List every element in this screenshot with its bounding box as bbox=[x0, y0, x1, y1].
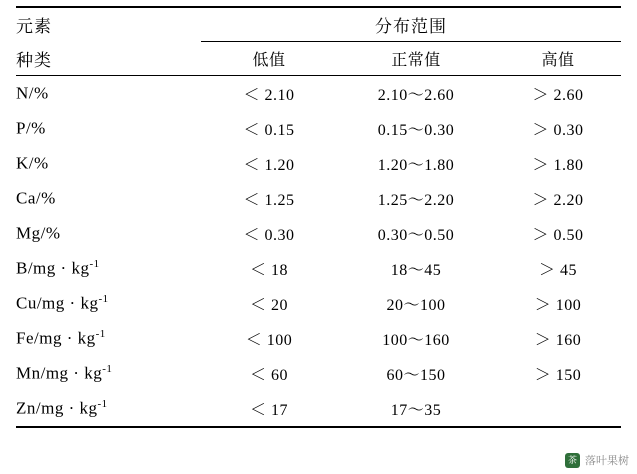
cell-normal: 1.20～1.80 bbox=[377, 157, 455, 174]
nutrient-range-table bbox=[16, 6, 621, 428]
table-row bbox=[16, 181, 621, 216]
cell-element bbox=[16, 391, 201, 427]
table-row bbox=[16, 286, 621, 321]
cell-low: ＜ 0.15 bbox=[243, 122, 295, 139]
element-unit-exponent: -1 bbox=[89, 258, 100, 271]
cell-element bbox=[16, 76, 201, 112]
cell-low: ＜ 1.20 bbox=[243, 157, 295, 174]
element-label: Fe/mg · kg bbox=[16, 328, 96, 348]
element-unit-exponent: -1 bbox=[98, 293, 109, 306]
cell-high: ＞ 2.60 bbox=[532, 87, 584, 104]
element-unit-exponent: -1 bbox=[97, 398, 108, 411]
element-label: B/mg · kg bbox=[16, 258, 90, 278]
table-row bbox=[16, 76, 621, 112]
cell-element bbox=[16, 286, 201, 321]
table-row bbox=[16, 216, 621, 251]
table-row bbox=[16, 146, 621, 181]
cell-high: ＞ 1.80 bbox=[532, 157, 584, 174]
table-header-row-1 bbox=[16, 7, 621, 42]
cell-high: ＞ 0.30 bbox=[532, 122, 584, 139]
header-element-line2: 种类 bbox=[16, 42, 201, 76]
element-label: Zn/mg · kg bbox=[16, 398, 98, 418]
cell-element bbox=[16, 356, 201, 391]
cell-high bbox=[495, 391, 621, 427]
table-row bbox=[16, 111, 621, 146]
cell-high: ＞ 150 bbox=[534, 367, 582, 384]
header-high: 高值 bbox=[495, 42, 621, 76]
table-row bbox=[16, 321, 621, 356]
element-unit-exponent: -1 bbox=[95, 328, 106, 341]
cell-normal: 2.10～2.60 bbox=[377, 87, 455, 104]
cell-element bbox=[16, 111, 201, 146]
cell-low: ＜ 60 bbox=[249, 367, 288, 384]
cell-element bbox=[16, 216, 201, 251]
cell-normal: 17～35 bbox=[337, 391, 495, 427]
cell-low: ＜ 17 bbox=[201, 391, 337, 427]
document-page bbox=[0, 6, 637, 474]
cell-normal: 20～100 bbox=[386, 297, 446, 314]
cell-element bbox=[16, 181, 201, 216]
cell-high: ＞ 45 bbox=[538, 262, 577, 279]
cell-high: ＞ 0.50 bbox=[532, 227, 584, 244]
element-label: N/% bbox=[16, 83, 49, 103]
table-row bbox=[16, 356, 621, 391]
watermark-logo-icon: 茶 bbox=[565, 453, 580, 468]
cell-element bbox=[16, 146, 201, 181]
table-header-row-2 bbox=[16, 42, 621, 76]
cell-normal: 18～45 bbox=[390, 262, 442, 279]
cell-normal: 100～160 bbox=[382, 332, 450, 349]
cell-normal: 0.30～0.50 bbox=[377, 227, 455, 244]
element-label: Cu/mg · kg bbox=[16, 293, 99, 313]
cell-normal: 1.25～2.20 bbox=[377, 192, 455, 209]
cell-low: ＜ 18 bbox=[249, 262, 288, 279]
element-label: Mg/% bbox=[16, 223, 61, 243]
cell-element bbox=[16, 321, 201, 356]
cell-low: ＜ 0.30 bbox=[243, 227, 295, 244]
header-low: 低值 bbox=[201, 42, 337, 76]
table-row bbox=[16, 251, 621, 286]
watermark bbox=[565, 452, 629, 468]
table-row bbox=[16, 391, 621, 427]
cell-element bbox=[16, 251, 201, 286]
cell-low: ＜ 1.25 bbox=[243, 192, 295, 209]
element-label: P/% bbox=[16, 118, 46, 138]
cell-normal: 0.15～0.30 bbox=[377, 122, 455, 139]
element-unit-exponent: -1 bbox=[102, 363, 113, 376]
header-range-title: 分布范围 bbox=[201, 7, 621, 42]
cell-low: ＜ 2.10 bbox=[243, 87, 295, 104]
cell-high: ＞ 100 bbox=[534, 297, 582, 314]
watermark-label: 落叶果树 bbox=[585, 455, 629, 467]
cell-high: ＞ 160 bbox=[534, 332, 582, 349]
header-normal: 正常值 bbox=[337, 42, 495, 76]
cell-high: ＞ 2.20 bbox=[532, 192, 584, 209]
cell-low: ＜ 20 bbox=[249, 297, 288, 314]
cell-normal: 60～150 bbox=[386, 367, 446, 384]
element-label: K/% bbox=[16, 153, 49, 173]
header-element-line1: 元素 bbox=[16, 7, 201, 42]
element-label: Ca/% bbox=[16, 188, 56, 208]
cell-low: ＜ 100 bbox=[245, 332, 293, 349]
element-label: Mn/mg · kg bbox=[16, 363, 103, 383]
